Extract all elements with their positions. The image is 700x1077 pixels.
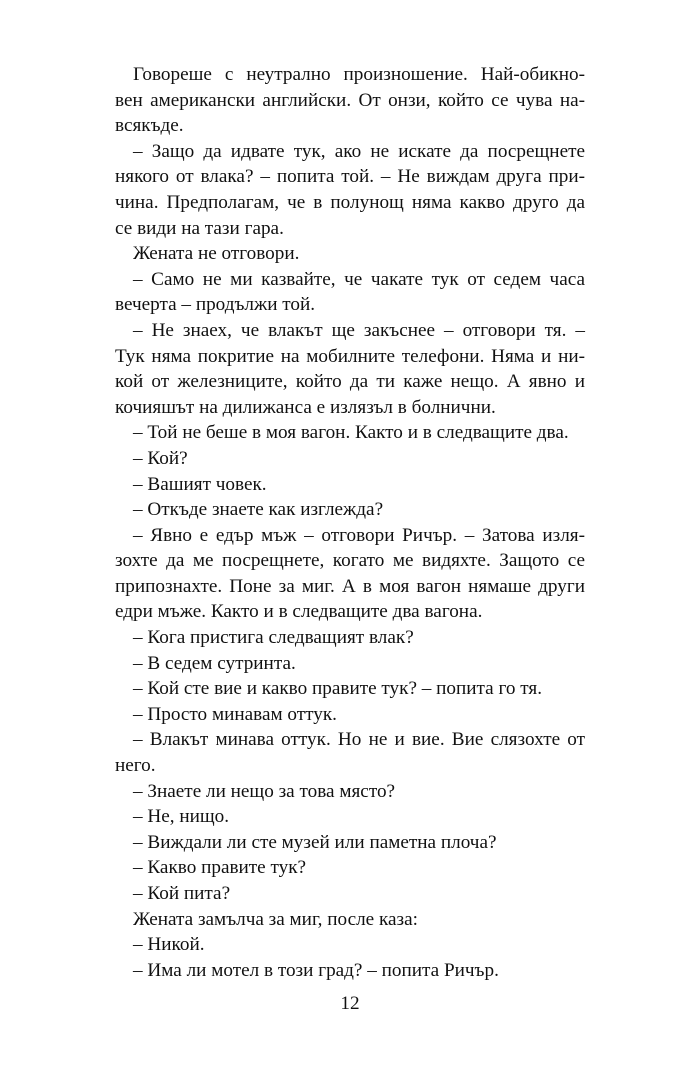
text-line: кой от железниците, който да ти каже нещо. А явно и: [115, 371, 585, 393]
text-line: вечерта – продължи той.: [115, 294, 316, 316]
text-line: – Откъде знаете как изглежда?: [133, 499, 384, 521]
text-line: едри мъже. Както и в следващите два вагона.: [115, 601, 483, 623]
paragraph: [115, 804, 585, 830]
text-line: – Кой?: [133, 447, 188, 469]
paragraph: [115, 907, 585, 933]
text-line: Говореше с неутрално произношение. Най-обикно-: [133, 64, 585, 85]
paragraph: [115, 497, 585, 523]
paragraph: [115, 241, 585, 267]
text-line: – Той не беше в моя вагон. Както и в следващите два.: [133, 422, 569, 444]
text-line: – Просто минавам оттук.: [133, 703, 337, 725]
text-line: Жената не отговори.: [133, 243, 300, 265]
text-line: някого от влака? – попита той. – Не виждам друга при-: [115, 166, 585, 188]
text-line: припознахте. Поне за миг. А в моя вагон нямаше други: [115, 575, 585, 597]
text-line: – Вашият човек.: [133, 473, 267, 495]
body-text: [115, 62, 585, 983]
text-line: вен американски английски. От онзи, който се чува на-: [115, 89, 585, 111]
paragraph: [115, 472, 585, 498]
text-line: Тук няма покритие на мобилните телефони. Няма и ни-: [115, 345, 585, 367]
text-line: Жената замълча за миг, после каза:: [133, 908, 418, 930]
text-line: – Виждали ли сте музей или паметна плоча?: [133, 831, 497, 853]
text-line: – Кога пристига следващият влак?: [133, 627, 414, 649]
text-line: – Явно е едър мъж – отговори Ричър. – Затова изля-: [133, 524, 585, 546]
text-line: – В седем сутринта.: [133, 652, 296, 674]
text-line: – Защо да идвате тук, ако не искате да посрещнете: [133, 140, 585, 162]
paragraph: [115, 523, 585, 625]
paragraph: [115, 62, 585, 139]
paragraph: [115, 958, 585, 984]
text-line: – Кой пита?: [133, 883, 231, 904]
text-line: – Само не ми казвайте, че чакате тук от седем часа: [133, 268, 585, 290]
text-line: – Кой сте вие и какво правите тук? – попита го тя.: [133, 678, 543, 700]
paragraph: [115, 267, 585, 318]
text-line: – Не, нищо.: [133, 806, 230, 828]
paragraph: [115, 830, 585, 856]
text-line: – Никой.: [133, 934, 205, 956]
paragraph: [115, 651, 585, 677]
paragraph: [115, 881, 585, 907]
text-line: – Има ли мотел в този град? – попита Ричър.: [133, 959, 499, 981]
paragraph: [115, 625, 585, 651]
paragraph: [115, 779, 585, 805]
paragraph: [115, 676, 585, 702]
paragraph: [115, 446, 585, 472]
paragraph: [115, 855, 585, 881]
paragraph: [115, 932, 585, 958]
paragraph: [115, 318, 585, 420]
text-line: – Не знаех, че влакът ще закъснее – отговори тя. –: [133, 319, 585, 341]
text-line: се види на тази гара.: [115, 217, 284, 239]
text-line: кочияшът на дилижанса е излязъл в болнични.: [115, 396, 496, 418]
text-line: – Какво правите тук?: [133, 857, 307, 879]
text-line: всякъде.: [115, 115, 184, 137]
paragraph: [115, 420, 585, 446]
text-line: зохте да ме посрещнете, когато ме видяхте. Защото се: [115, 550, 585, 572]
paragraph: [115, 702, 585, 728]
page-number: 12: [340, 993, 360, 1014]
paragraph: [115, 727, 585, 778]
text-line: – Знаете ли нещо за това място?: [133, 780, 396, 802]
text-line: него.: [115, 755, 156, 777]
text-line: – Влакът минава оттук. Но не и вие. Вие слязохте от: [133, 729, 585, 751]
paragraph: [115, 139, 585, 241]
text-line: чина. Предполагам, че в полунощ няма какво друго да: [115, 191, 585, 213]
